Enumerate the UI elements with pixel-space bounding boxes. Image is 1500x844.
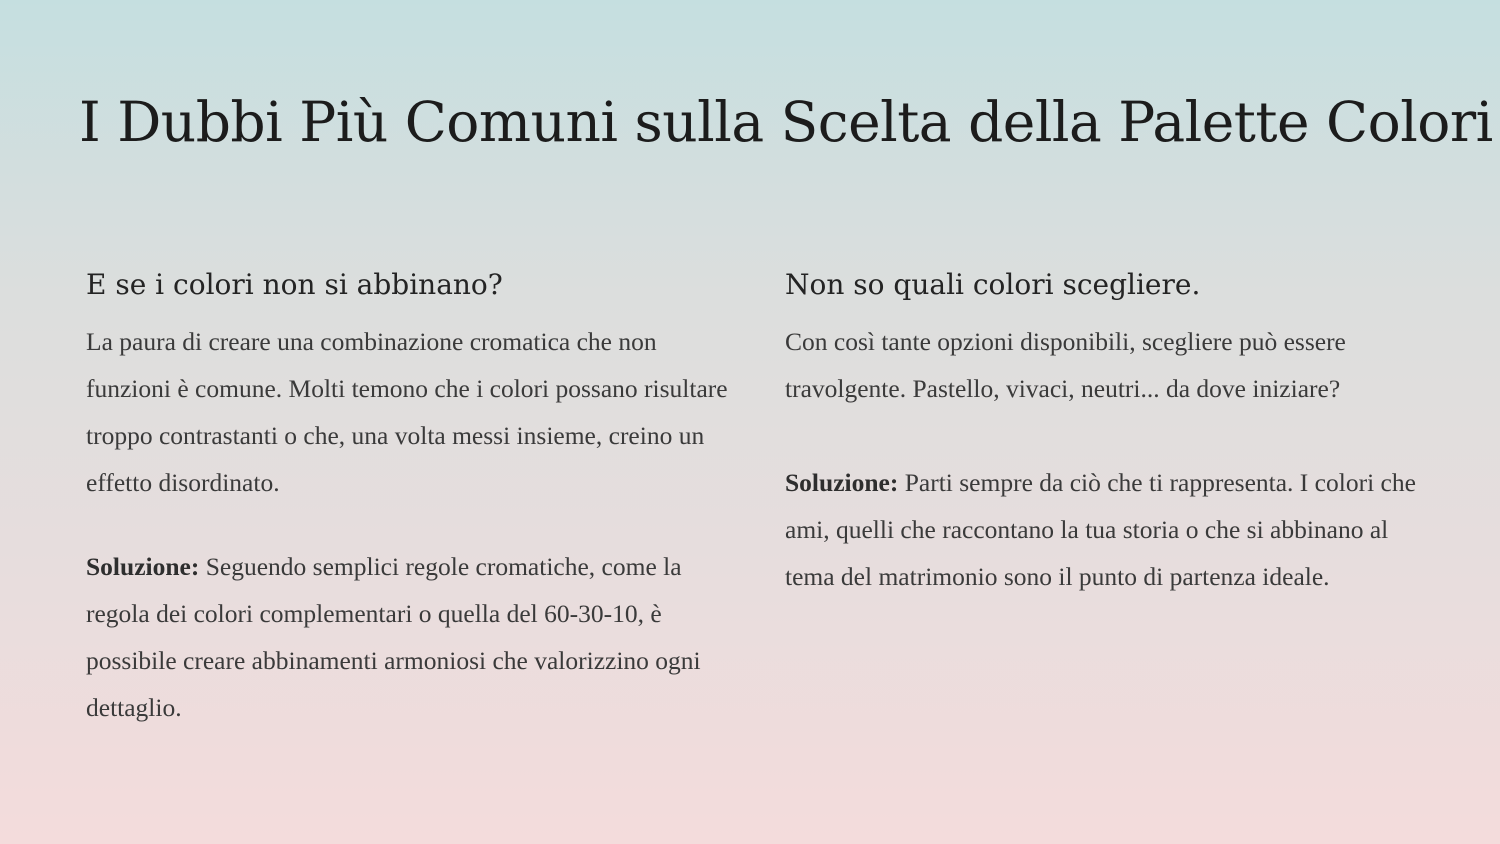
faq-column-colors-not-matching: [86, 262, 731, 731]
solution-text: Seguendo semplici regole cromatiche, come la regola dei colori complementari o quella del 60-30-10, è possibile creare abbinamenti armoniosi che valorizzino ogni dettaglio.: [86, 552, 701, 722]
faq-solution: [785, 459, 1430, 600]
page-title: I Dubbi Più Comuni sulla Scelta della Palette Colori: [79, 90, 1493, 154]
faq-solution: [86, 543, 731, 731]
faq-column-which-colors: [785, 262, 1430, 600]
faq-heading: Non so quali colori scegliere.: [785, 268, 1201, 301]
solution-text: Parti sempre da ciò che ti rappresenta. I colori che ami, quelli che raccontano la tua storia o che si abbinano al tema del matrimonio sono il punto di partenza ideale.: [785, 468, 1416, 591]
faq-problem-text: Con così tante opzioni disponibili, scegliere può essere travolgente. Pastello, vivaci, neutri... da dove iniziare?: [785, 327, 1346, 403]
solution-label: Soluzione:: [86, 552, 200, 581]
solution-label: Soluzione:: [785, 468, 899, 497]
faq-problem-text: La paura di creare una combinazione cromatica che non funzioni è comune. Molti temono che i colori possano risultare troppo contrastanti o che, una volta messi insieme, creino un effetto disordinato.: [86, 327, 728, 497]
faq-heading: E se i colori non si abbinano?: [86, 268, 503, 301]
